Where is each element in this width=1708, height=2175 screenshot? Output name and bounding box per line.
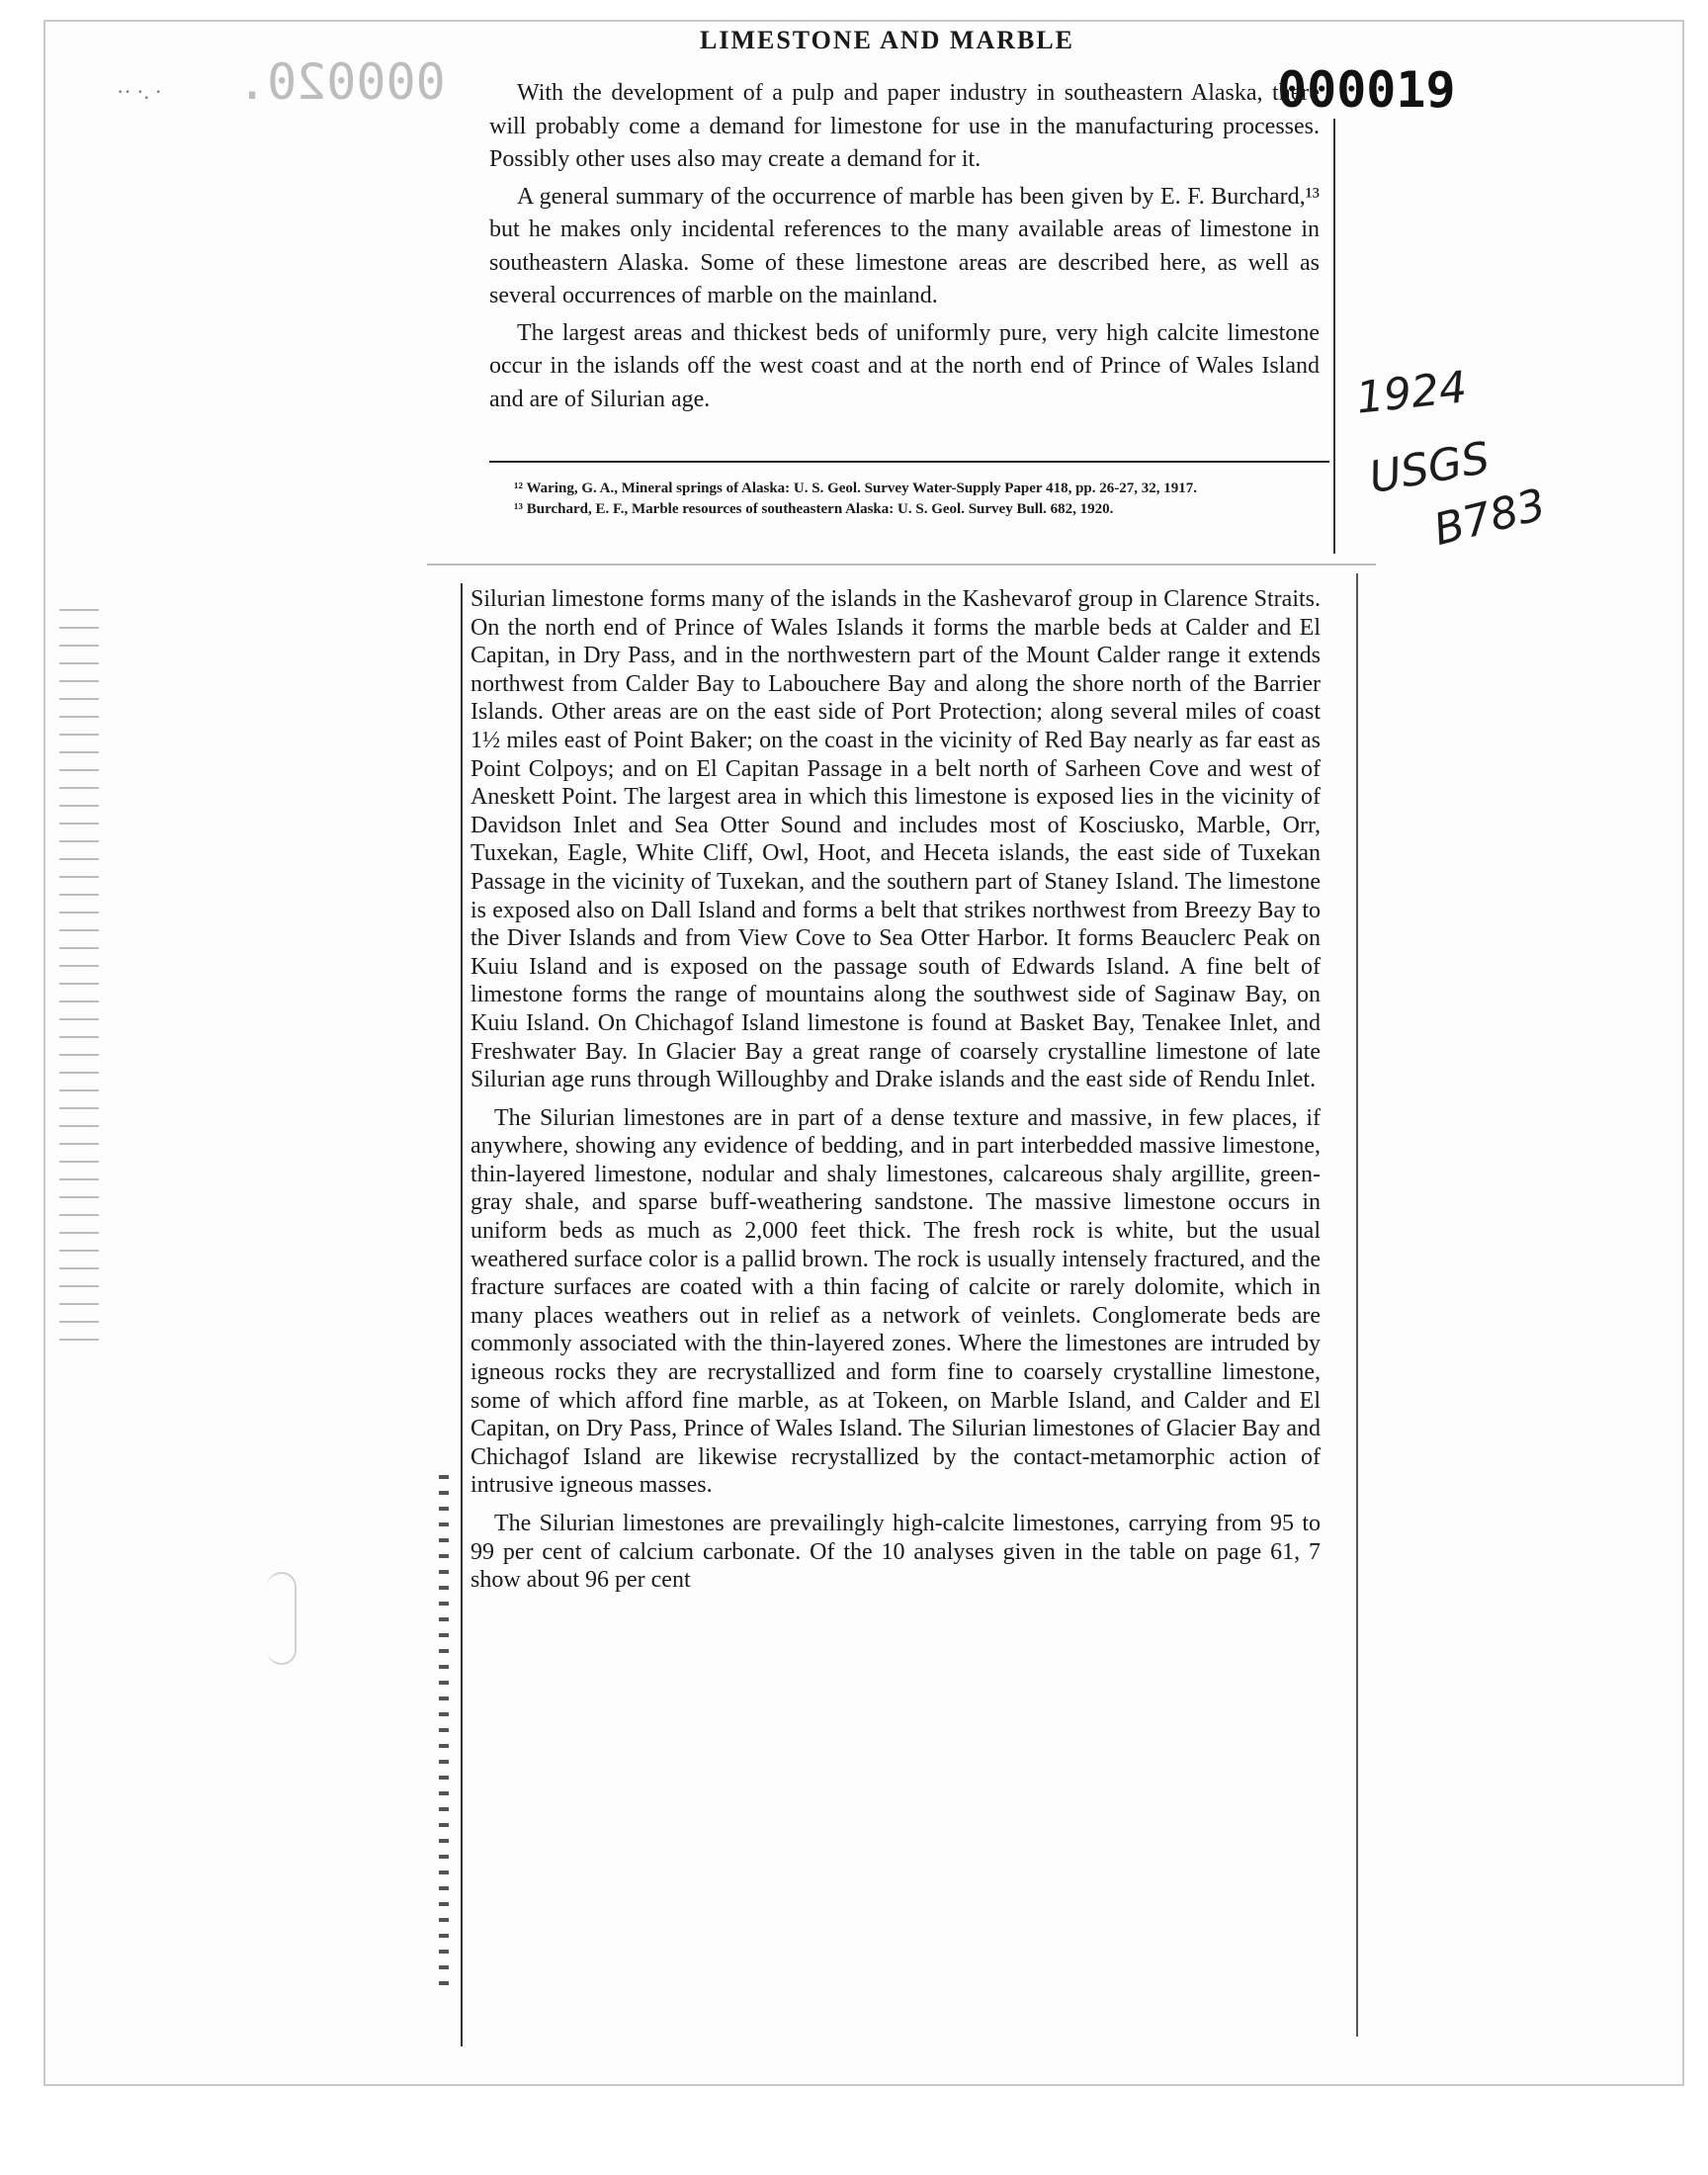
- page-number-stamp: 000019: [1277, 61, 1456, 119]
- clipping-edge: [1356, 573, 1358, 2037]
- clipping-edge: [1333, 119, 1335, 554]
- paragraph: The Silurian limestones are in part of a dense texture and massive, in few places, if anywhere, showing any evidence of bedding, and in part interbedded massive limestone, thin-layered limestone, nodular and shaly limestones, calcareous shaly argillite, green-gray shale, and sparse buff-weathering sandstone. The massive limestone occurs in uniform beds as much as 2,000 feet thick. The fresh rock is white, but the usual weathered surface color is a pallid brown. The rock is usually intensely fractured, and the fracture surfaces are coated with a thin facing of calcite or rarely dolomite, which in many places weathers out in relief as a network of veinlets. Conglomerate beds are commonly associated with the thin-layered zones. Where the limestones are intruded by igneous rocks they are recrystallized and form fine to coarsely crystalline limestone, some of which afford fine marble, as at Tokeen, on Marble Island, and Calder and El Capitan, on Dry Pass, Prince of Wales Island. The Silurian limestones of Glacier Bay and Chichagof Island are likewise recrystallized by the contact-metamorphic action of intrusive igneous masses.: [470, 1104, 1321, 1499]
- footnotes: [514, 478, 1320, 520]
- paragraph: The Silurian limestones are prevailingly high-calcite limestones, carrying from 95 to 99 per cent of calcium carbonate. Of the 10 analyses given in the table on page 61, 7 show about 96 per cent: [470, 1511, 1321, 1594]
- bleed-through-stamp: 000020.: [237, 53, 446, 111]
- handwritten-bulletin: B783: [1428, 478, 1551, 557]
- paragraph: The largest areas and thickest beds of uniformly pure, very high calcite limestone occur in the islands off the west coast and at the north end of Prince of Wales Island and are of Silurian age.: [489, 319, 1320, 412]
- clipping-perforation: [439, 1463, 449, 1997]
- clipping-edge: [461, 583, 463, 2046]
- scan-specks: ·· ·. ·: [117, 79, 162, 104]
- paragraph: A general summary of the occurrence of marble has been given by E. F. Burchard,¹³ but he makes only incidental references to the many available areas of limestone in southeastern Alaska. Some of these limestone areas are described here, as well as several occurrences of marble on the mainland.: [489, 183, 1320, 308]
- handwritten-year: 1924: [1353, 362, 1470, 424]
- footnote: ¹³ Burchard, E. F., Marble resources of southeastern Alaska: U. S. Geol. Survey Bull. 682, 1920.: [514, 501, 1114, 517]
- top-text-block: [489, 77, 1320, 420]
- footnote: ¹² Waring, G. A., Mineral springs of Alaska: U. S. Geol. Survey Water-Supply Paper 418, pp. 26-27, 32, 1917.: [514, 480, 1197, 496]
- underline-rule: [489, 461, 1329, 463]
- faint-pencil-mark: [267, 1572, 297, 1665]
- page-title: LIMESTONE AND MARBLE: [700, 26, 1075, 54]
- paragraph: With the development of a pulp and paper industry in southeastern Alaska, there will probably come a demand for limestone for use in the manufacturing processes. Possibly other uses also may create a demand for it.: [489, 80, 1320, 172]
- clipping-divider: [427, 564, 1376, 566]
- main-text-block: [470, 585, 1321, 1605]
- paragraph: Silurian limestone forms many of the islands in the Kashevarof group in Clarence Straits. On the north end of Prince of Wales Islands it forms the marble beds at Calder and El Capitan, in Dry Pass, and in the northwestern part of the Mount Calder range it extends northwest from Calder Bay to Labouchere Bay and along the shore north of the Barrier Islands. Other areas are on the east side of Port Protection; along several miles of coast 1½ miles east of Point Baker; on the coast in the vicinity of Red Bay nearly as far east as Point Colpoys; and on El Capitan Passage in a belt north of Sarheen Cove and west of Aneskett Point. The largest area in which this limestone is exposed lies in the vicinity of Davidson Inlet and Sea Otter Sound and includes most of Kosciusko, Marble, Orr, Tuxekan, Eagle, White Cliff, Owl, Hoot, and Heceta islands, the east side of Tuxekan Passage in the vicinity of Tuxekan, and the southern part of Staney Island. The limestone is exposed also on Dall Island and forms a belt that strikes northwest from Breezy Bay to the Diver Islands and from View Cove to Sea Otter Harbor. It forms Beauclerc Peak on Kuiu Island and is exposed on the passage south of Edwards Island. A fine belt of limestone forms the range of mountains along the southwest side of Saginaw Bay, on Kuiu Island. On Chichagof Island limestone is found at Basket Bay, Tenakee Inlet, and Freshwater Bay. In Glacier Bay a great range of coarsely crystalline limestone of late Silurian age runs through Willoughby and Drake islands and the east side of Rendu Inlet.: [470, 586, 1321, 1093]
- handwritten-agency: USGS: [1365, 432, 1494, 504]
- scan-margin-marks: [59, 593, 99, 1345]
